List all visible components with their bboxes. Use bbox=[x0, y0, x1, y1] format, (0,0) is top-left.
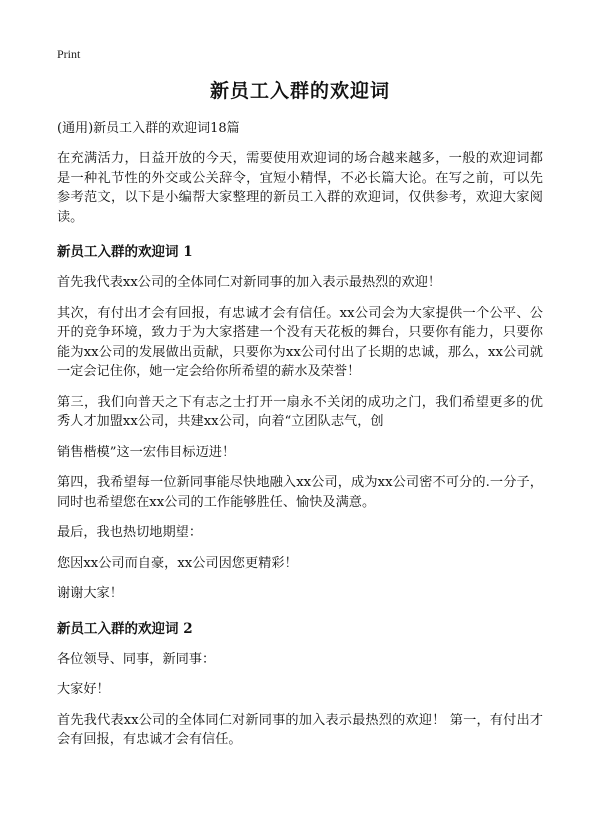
page-title: 新员工入群的欢迎词 bbox=[209, 80, 390, 102]
section2-paragraph: 首先我代表xx公司的全体同仁对新同事的加入表示最热烈的欢迎！ 第一，有付出才会有回报，有忠诚才会有信任。 bbox=[57, 712, 543, 747]
section2-paragraph: 各位领导、同事，新同事： bbox=[57, 651, 216, 667]
section1-paragraph: 首先我代表xx公司的全体同仁对新同事的加入表示最热烈的欢迎！ bbox=[57, 275, 442, 290]
section1-paragraph: 销售楷模”这一宏伟目标迈进！ bbox=[57, 444, 236, 460]
intro-paragraph: 在充满活力，日益开放的今天，需要使用欢迎词的场合越来越多，一般的欢迎词都是一种礼节性的外交或公关辞令，宜短小精悍，不必长篇大论。在写之前，可以先参考范文，以下是小编帮大家整理的新员工入群的欢迎词，仅供参考，欢迎大家阅读。 bbox=[57, 151, 543, 225]
section1-paragraph: 谢谢大家！ bbox=[57, 586, 123, 601]
section-heading-2: 新员工入群的欢迎词 2 bbox=[57, 620, 193, 637]
section1-paragraph: 第三，我们向普天之下有志之士打开一扇永不关闭的成功之门，我们希望更多的优秀人才加盟xx公司，共建xx公司，向着“立团队志气，创 bbox=[57, 394, 543, 429]
section1-paragraph: 最后，我也热切地期望： bbox=[57, 525, 203, 540]
document-subtitle: (通用)新员工入群的欢迎词18篇 bbox=[57, 121, 240, 136]
section1-paragraph: 您因xx公司而自豪，xx公司因您更精彩！ bbox=[57, 555, 298, 571]
section-heading-1: 新员工入群的欢迎词 1 bbox=[57, 244, 193, 260]
print-link[interactable]: Print bbox=[57, 47, 81, 61]
section1-paragraph: 第四，我希望每一位新同事能尽快地融入xx公司，成为xx公司密不可分的.一分子，同时也希望您在xx公司的工作能够胜任、愉快及满意。 bbox=[57, 475, 543, 510]
section2-paragraph: 大家好！ bbox=[57, 682, 110, 697]
section1-paragraph: 其次，有付出才会有回报，有忠诚才会有信任。xx公司会为大家提供一个公平、公开的竞争环境，致力于为大家搭建一个没有天花板的舞台，只要你有能力，只要你能为xx公司的发展做出贡献，只要你为xx公司付出了长期的忠诚，那么，xx公司就一定会记住你，她一定会给你所希望的薪水及荣誉！ bbox=[57, 305, 543, 379]
